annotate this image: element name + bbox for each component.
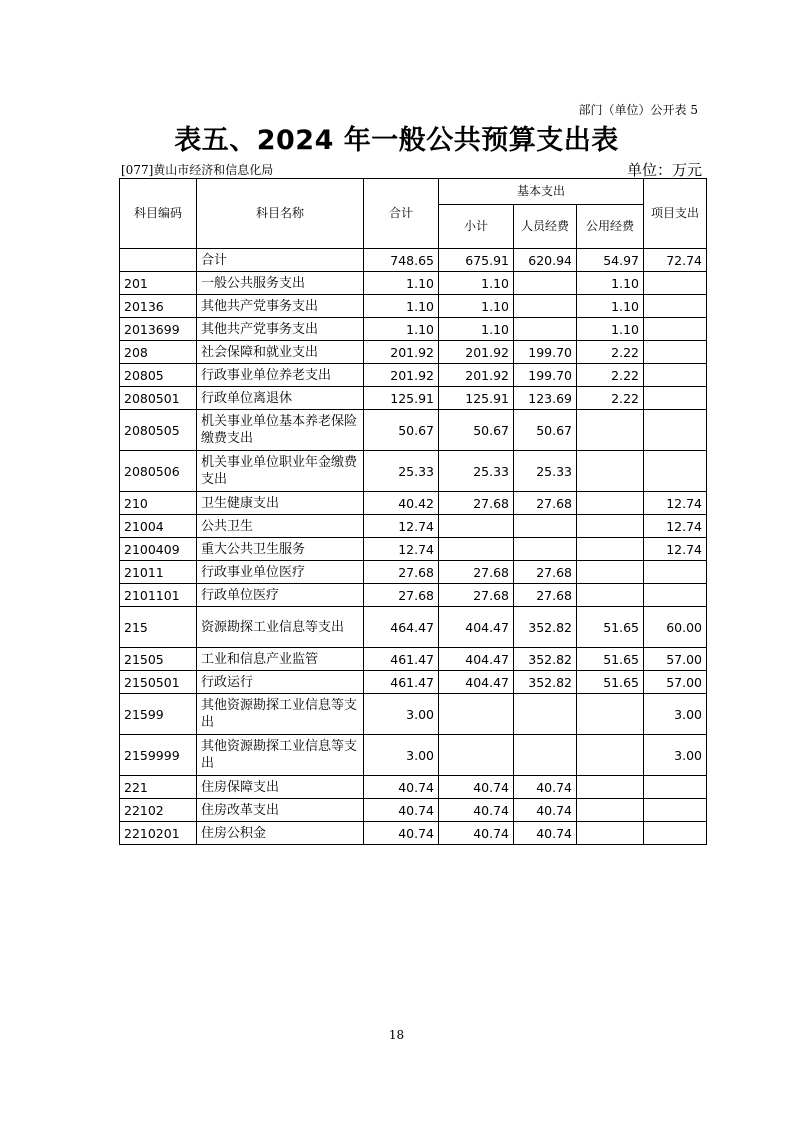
cell-name: 重大公共卫生服务 bbox=[197, 538, 364, 561]
cell-subtotal: 25.33 bbox=[439, 451, 514, 492]
cell-public-use: 51.65 bbox=[577, 648, 644, 671]
table-row bbox=[120, 318, 707, 341]
cell-project bbox=[644, 364, 707, 387]
cell-subtotal: 27.68 bbox=[439, 561, 514, 584]
table-row bbox=[120, 492, 707, 515]
cell-public-use bbox=[577, 538, 644, 561]
cell-name: 其他资源勘探工业信息等支出 bbox=[197, 694, 364, 735]
cell-total: 12.74 bbox=[364, 538, 439, 561]
table-row bbox=[120, 735, 707, 776]
table-row bbox=[120, 451, 707, 492]
cell-total: 25.33 bbox=[364, 451, 439, 492]
cell-total: 461.47 bbox=[364, 648, 439, 671]
cell-subtotal bbox=[439, 694, 514, 735]
table-row bbox=[120, 538, 707, 561]
cell-code: 2080501 bbox=[120, 387, 197, 410]
cell-total: 201.92 bbox=[364, 364, 439, 387]
cell-project: 60.00 bbox=[644, 607, 707, 648]
cell-code: 215 bbox=[120, 607, 197, 648]
cell-public-use bbox=[577, 410, 644, 451]
cell-project: 57.00 bbox=[644, 671, 707, 694]
cell-public-use bbox=[577, 776, 644, 799]
cell-subtotal bbox=[439, 538, 514, 561]
cell-total: 3.00 bbox=[364, 735, 439, 776]
table-row bbox=[120, 387, 707, 410]
cell-total: 3.00 bbox=[364, 694, 439, 735]
cell-subtotal bbox=[439, 515, 514, 538]
col-header-name: 科目名称 bbox=[197, 179, 364, 249]
cell-personnel: 352.82 bbox=[514, 607, 577, 648]
cell-code: 21011 bbox=[120, 561, 197, 584]
cell-personnel: 27.68 bbox=[514, 561, 577, 584]
cell-personnel bbox=[514, 515, 577, 538]
table-row bbox=[120, 341, 707, 364]
cell-code: 20805 bbox=[120, 364, 197, 387]
cell-name: 行政单位医疗 bbox=[197, 584, 364, 607]
cell-total: 12.74 bbox=[364, 515, 439, 538]
cell-personnel bbox=[514, 538, 577, 561]
table-row bbox=[120, 410, 707, 451]
cell-subtotal: 201.92 bbox=[439, 364, 514, 387]
cell-project: 57.00 bbox=[644, 648, 707, 671]
table-row bbox=[120, 776, 707, 799]
cell-personnel: 620.94 bbox=[514, 249, 577, 272]
cell-name: 行政事业单位医疗 bbox=[197, 561, 364, 584]
col-header-basic: 基本支出 bbox=[439, 179, 644, 205]
cell-personnel: 40.74 bbox=[514, 776, 577, 799]
page-number: 18 bbox=[388, 1028, 405, 1042]
unit-label: 单位：万元 bbox=[626, 161, 702, 179]
cell-total: 40.74 bbox=[364, 799, 439, 822]
cell-project bbox=[644, 822, 707, 845]
cell-code: 2080506 bbox=[120, 451, 197, 492]
cell-public-use: 51.65 bbox=[577, 671, 644, 694]
cell-subtotal: 1.10 bbox=[439, 318, 514, 341]
cell-personnel: 199.70 bbox=[514, 364, 577, 387]
cell-project bbox=[644, 295, 707, 318]
cell-total: 464.47 bbox=[364, 607, 439, 648]
form-number: 部门（单位）公开表 5 bbox=[578, 103, 698, 117]
cell-subtotal: 40.74 bbox=[439, 776, 514, 799]
cell-personnel: 27.68 bbox=[514, 584, 577, 607]
cell-project: 12.74 bbox=[644, 515, 707, 538]
cell-public-use bbox=[577, 735, 644, 776]
cell-public-use bbox=[577, 451, 644, 492]
cell-project bbox=[644, 387, 707, 410]
table-row bbox=[120, 694, 707, 735]
cell-name: 社会保障和就业支出 bbox=[197, 341, 364, 364]
cell-code: 208 bbox=[120, 341, 197, 364]
cell-total: 40.74 bbox=[364, 822, 439, 845]
cell-project: 3.00 bbox=[644, 694, 707, 735]
cell-personnel: 199.70 bbox=[514, 341, 577, 364]
table-row bbox=[120, 648, 707, 671]
cell-name: 资源勘探工业信息等支出 bbox=[197, 607, 364, 648]
col-header-total: 合计 bbox=[364, 179, 439, 249]
cell-project bbox=[644, 584, 707, 607]
cell-code: 2159999 bbox=[120, 735, 197, 776]
cell-code: 22102 bbox=[120, 799, 197, 822]
cell-project bbox=[644, 451, 707, 492]
table-row bbox=[120, 295, 707, 318]
cell-subtotal: 404.47 bbox=[439, 607, 514, 648]
table-header bbox=[120, 179, 707, 249]
cell-total: 1.10 bbox=[364, 295, 439, 318]
cell-project bbox=[644, 272, 707, 295]
cell-public-use: 1.10 bbox=[577, 295, 644, 318]
cell-project bbox=[644, 776, 707, 799]
cell-public-use: 2.22 bbox=[577, 387, 644, 410]
cell-public-use bbox=[577, 694, 644, 735]
cell-public-use: 54.97 bbox=[577, 249, 644, 272]
cell-code: 20136 bbox=[120, 295, 197, 318]
col-header-personnel: 人员经费 bbox=[514, 205, 577, 249]
cell-total: 27.68 bbox=[364, 584, 439, 607]
cell-code: 201 bbox=[120, 272, 197, 295]
cell-code: 21004 bbox=[120, 515, 197, 538]
cell-code bbox=[120, 249, 197, 272]
page-title: 表五、2024 年一般公共预算支出表 bbox=[174, 125, 619, 156]
cell-public-use bbox=[577, 799, 644, 822]
cell-project bbox=[644, 410, 707, 451]
col-header-subtotal: 小计 bbox=[439, 205, 514, 249]
cell-subtotal: 125.91 bbox=[439, 387, 514, 410]
table-row bbox=[120, 249, 707, 272]
cell-total: 40.74 bbox=[364, 776, 439, 799]
cell-project: 12.74 bbox=[644, 492, 707, 515]
cell-name: 合计 bbox=[197, 249, 364, 272]
cell-name: 住房改革支出 bbox=[197, 799, 364, 822]
cell-code: 2101101 bbox=[120, 584, 197, 607]
cell-subtotal: 1.10 bbox=[439, 295, 514, 318]
cell-subtotal: 50.67 bbox=[439, 410, 514, 451]
cell-code: 210 bbox=[120, 492, 197, 515]
cell-project: 12.74 bbox=[644, 538, 707, 561]
cell-project: 3.00 bbox=[644, 735, 707, 776]
cell-subtotal: 40.74 bbox=[439, 799, 514, 822]
table-row bbox=[120, 671, 707, 694]
cell-total: 1.10 bbox=[364, 318, 439, 341]
col-header-code: 科目编码 bbox=[120, 179, 197, 249]
cell-name: 卫生健康支出 bbox=[197, 492, 364, 515]
cell-code: 2080505 bbox=[120, 410, 197, 451]
cell-code: 2150501 bbox=[120, 671, 197, 694]
cell-total: 461.47 bbox=[364, 671, 439, 694]
cell-subtotal: 27.68 bbox=[439, 492, 514, 515]
cell-public-use: 2.22 bbox=[577, 364, 644, 387]
cell-name: 机关事业单位职业年金缴费支出 bbox=[197, 451, 364, 492]
cell-subtotal: 404.47 bbox=[439, 671, 514, 694]
table-row bbox=[120, 607, 707, 648]
cell-total: 40.42 bbox=[364, 492, 439, 515]
cell-code: 21599 bbox=[120, 694, 197, 735]
cell-name: 其他共产党事务支出 bbox=[197, 295, 364, 318]
cell-personnel bbox=[514, 318, 577, 341]
budget-table bbox=[119, 178, 707, 845]
department-label: [077]黄山市经济和信息化局 bbox=[121, 163, 274, 177]
cell-public-use: 1.10 bbox=[577, 272, 644, 295]
cell-subtotal: 27.68 bbox=[439, 584, 514, 607]
cell-public-use: 2.22 bbox=[577, 341, 644, 364]
table-row bbox=[120, 272, 707, 295]
cell-name: 行政运行 bbox=[197, 671, 364, 694]
cell-name: 工业和信息产业监管 bbox=[197, 648, 364, 671]
cell-total: 201.92 bbox=[364, 341, 439, 364]
cell-public-use bbox=[577, 822, 644, 845]
cell-personnel bbox=[514, 295, 577, 318]
cell-project bbox=[644, 318, 707, 341]
cell-personnel: 352.82 bbox=[514, 671, 577, 694]
cell-personnel: 40.74 bbox=[514, 822, 577, 845]
cell-name: 其他共产党事务支出 bbox=[197, 318, 364, 341]
cell-code: 21505 bbox=[120, 648, 197, 671]
cell-subtotal: 404.47 bbox=[439, 648, 514, 671]
col-header-project: 项目支出 bbox=[644, 179, 707, 249]
cell-total: 1.10 bbox=[364, 272, 439, 295]
cell-total: 748.65 bbox=[364, 249, 439, 272]
cell-code: 2100409 bbox=[120, 538, 197, 561]
cell-name: 一般公共服务支出 bbox=[197, 272, 364, 295]
cell-project bbox=[644, 799, 707, 822]
cell-name: 行政单位离退休 bbox=[197, 387, 364, 410]
table-row bbox=[120, 515, 707, 538]
col-header-public-use: 公用经费 bbox=[577, 205, 644, 249]
cell-code: 2013699 bbox=[120, 318, 197, 341]
cell-public-use bbox=[577, 561, 644, 584]
cell-public-use: 1.10 bbox=[577, 318, 644, 341]
table-row bbox=[120, 364, 707, 387]
cell-total: 27.68 bbox=[364, 561, 439, 584]
cell-code: 221 bbox=[120, 776, 197, 799]
table-row bbox=[120, 584, 707, 607]
cell-name: 行政事业单位养老支出 bbox=[197, 364, 364, 387]
cell-public-use bbox=[577, 492, 644, 515]
cell-subtotal: 675.91 bbox=[439, 249, 514, 272]
table-row bbox=[120, 561, 707, 584]
cell-personnel: 352.82 bbox=[514, 648, 577, 671]
cell-personnel bbox=[514, 694, 577, 735]
cell-public-use bbox=[577, 515, 644, 538]
cell-personnel bbox=[514, 735, 577, 776]
cell-project bbox=[644, 341, 707, 364]
cell-subtotal: 40.74 bbox=[439, 822, 514, 845]
cell-public-use: 51.65 bbox=[577, 607, 644, 648]
cell-name: 公共卫生 bbox=[197, 515, 364, 538]
cell-subtotal: 201.92 bbox=[439, 341, 514, 364]
cell-name: 机关事业单位基本养老保险缴费支出 bbox=[197, 410, 364, 451]
table-row bbox=[120, 822, 707, 845]
cell-name: 住房公积金 bbox=[197, 822, 364, 845]
cell-name: 住房保障支出 bbox=[197, 776, 364, 799]
cell-project: 72.74 bbox=[644, 249, 707, 272]
cell-project bbox=[644, 561, 707, 584]
table-body bbox=[120, 249, 707, 845]
cell-personnel: 27.68 bbox=[514, 492, 577, 515]
cell-subtotal bbox=[439, 735, 514, 776]
cell-personnel: 50.67 bbox=[514, 410, 577, 451]
cell-personnel: 25.33 bbox=[514, 451, 577, 492]
cell-public-use bbox=[577, 584, 644, 607]
cell-personnel: 123.69 bbox=[514, 387, 577, 410]
cell-total: 125.91 bbox=[364, 387, 439, 410]
table-row bbox=[120, 799, 707, 822]
cell-subtotal: 1.10 bbox=[439, 272, 514, 295]
cell-personnel bbox=[514, 272, 577, 295]
cell-personnel: 40.74 bbox=[514, 799, 577, 822]
cell-total: 50.67 bbox=[364, 410, 439, 451]
cell-code: 2210201 bbox=[120, 822, 197, 845]
cell-name: 其他资源勘探工业信息等支出 bbox=[197, 735, 364, 776]
